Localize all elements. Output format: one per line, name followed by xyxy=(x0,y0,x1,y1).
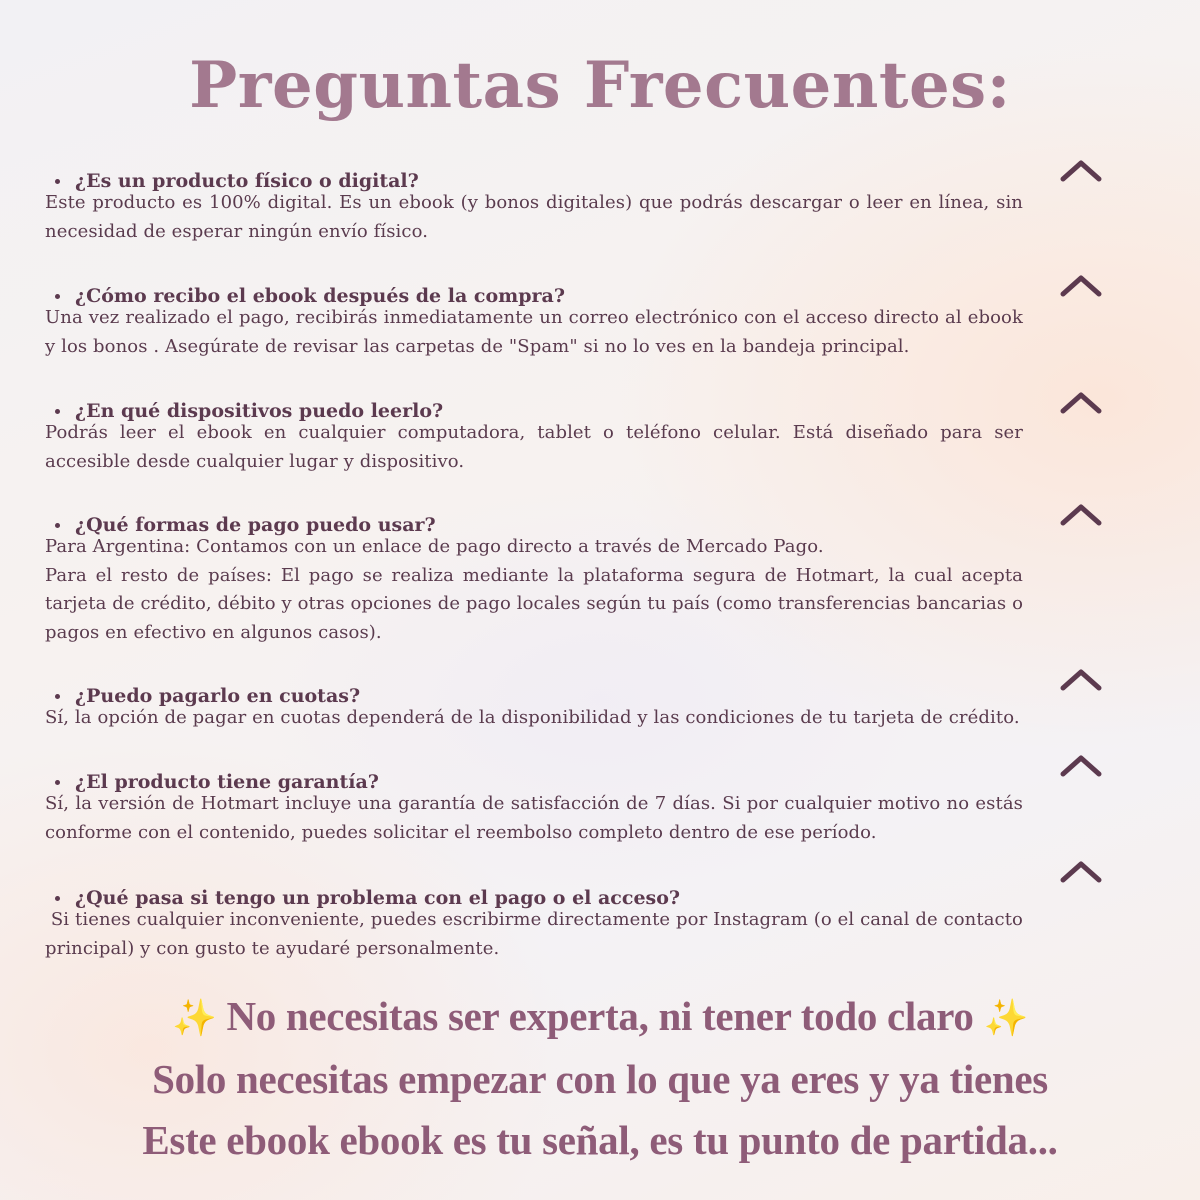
closing-line-3: Este ebook ebook es tu señal, es tu punto de partida... xyxy=(142,1117,1058,1163)
faq-answer-paragraph: Sí, la versión de Hotmart incluye una garantía de satisfacción de 7 días. Si por cualquier motivo no estás conforme con el contenido, puedes solicitar el reembolso completo dentro de ese período. xyxy=(45,793,1023,843)
faq-question[interactable]: ¿El producto tiene garantía? xyxy=(75,768,379,796)
sparkles-icon: ✨ xyxy=(983,998,1029,1038)
closing-line-1 xyxy=(0,986,1200,1049)
chevron-up-icon[interactable] xyxy=(1060,272,1102,300)
faq-answer-paragraph: Para el resto de países: El pago se realiza mediante la plataforma segura de Hotmart, la cual acepta tarjeta de crédito, débito y otras opciones de pago locales según tu país (como transferencias bancarias o pagos en efectivo en algunos casos). xyxy=(45,564,1023,643)
closing-message xyxy=(0,986,1200,1171)
faq-answer xyxy=(45,304,1023,361)
faq-answer xyxy=(45,906,1029,963)
faq-question[interactable]: ¿Puedo pagarlo en cuotas? xyxy=(75,682,360,710)
chevron-up-icon[interactable] xyxy=(1060,858,1102,886)
faq-answer xyxy=(45,419,1023,476)
faq-answer-paragraph: Sí, la opción de pagar en cuotas dependerá de la disponibilidad y las condiciones de tu tarjeta de crédito. xyxy=(45,707,1020,728)
faq-answer xyxy=(45,533,1023,647)
closing-line-2: Solo necesitas empezar con lo que ya eres y ya tienes xyxy=(152,1056,1048,1102)
chevron-up-icon[interactable] xyxy=(1060,389,1102,417)
chevron-up-icon[interactable] xyxy=(1060,157,1102,185)
faq-answer xyxy=(45,790,1023,847)
faq-question[interactable]: ¿Es un producto físico o digital? xyxy=(75,167,419,195)
faq-answer-paragraph: Este producto es 100% digital. Es un ebook (y bonos digitales) que podrás descargar o leer en línea, sin necesidad de esperar ningún envío físico. xyxy=(45,192,1023,242)
chevron-up-icon[interactable] xyxy=(1060,501,1102,529)
chevron-up-icon[interactable] xyxy=(1060,752,1102,780)
chevron-up-icon[interactable] xyxy=(1060,666,1102,694)
page-title: Preguntas Frecuentes: xyxy=(189,48,1011,123)
closing-line-1-text: No necesitas ser experta, ni tener todo claro xyxy=(226,993,974,1039)
faq-answer-paragraph: Podrás leer el ebook en cualquier computadora, tablet o teléfono celular. Está diseñado para ser accesible desde cualquier lugar y dispositivo. xyxy=(45,422,1023,472)
sparkles-icon: ✨ xyxy=(171,998,217,1038)
faq-answer xyxy=(45,189,1023,246)
faq-answer xyxy=(45,704,1023,733)
faq-question[interactable]: ¿Qué formas de pago puedo usar? xyxy=(75,511,436,539)
faq-question[interactable]: ¿Cómo recibo el ebook después de la compra? xyxy=(75,282,565,310)
faq-answer-paragraph: Una vez realizado el pago, recibirás inmediatamente un correo electrónico con el acceso directo al ebook y los bonos . Asegúrate de revisar las carpetas de "Spam" si no lo ves en la bandeja principal. xyxy=(45,307,1023,357)
faq-answer-paragraph: Si tienes cualquier inconveniente, puedes escribirme directamente por Instagram (o el canal de contacto principal) y con gusto te ayudaré personalmente. xyxy=(45,909,1029,959)
faq-answer-paragraph: Para Argentina: Contamos con un enlace de pago directo a través de Mercado Pago. xyxy=(45,536,824,557)
faq-question[interactable]: ¿Qué pasa si tengo un problema con el pago o el acceso? xyxy=(75,884,680,912)
faq-question[interactable]: ¿En qué dispositivos puedo leerlo? xyxy=(75,397,443,425)
